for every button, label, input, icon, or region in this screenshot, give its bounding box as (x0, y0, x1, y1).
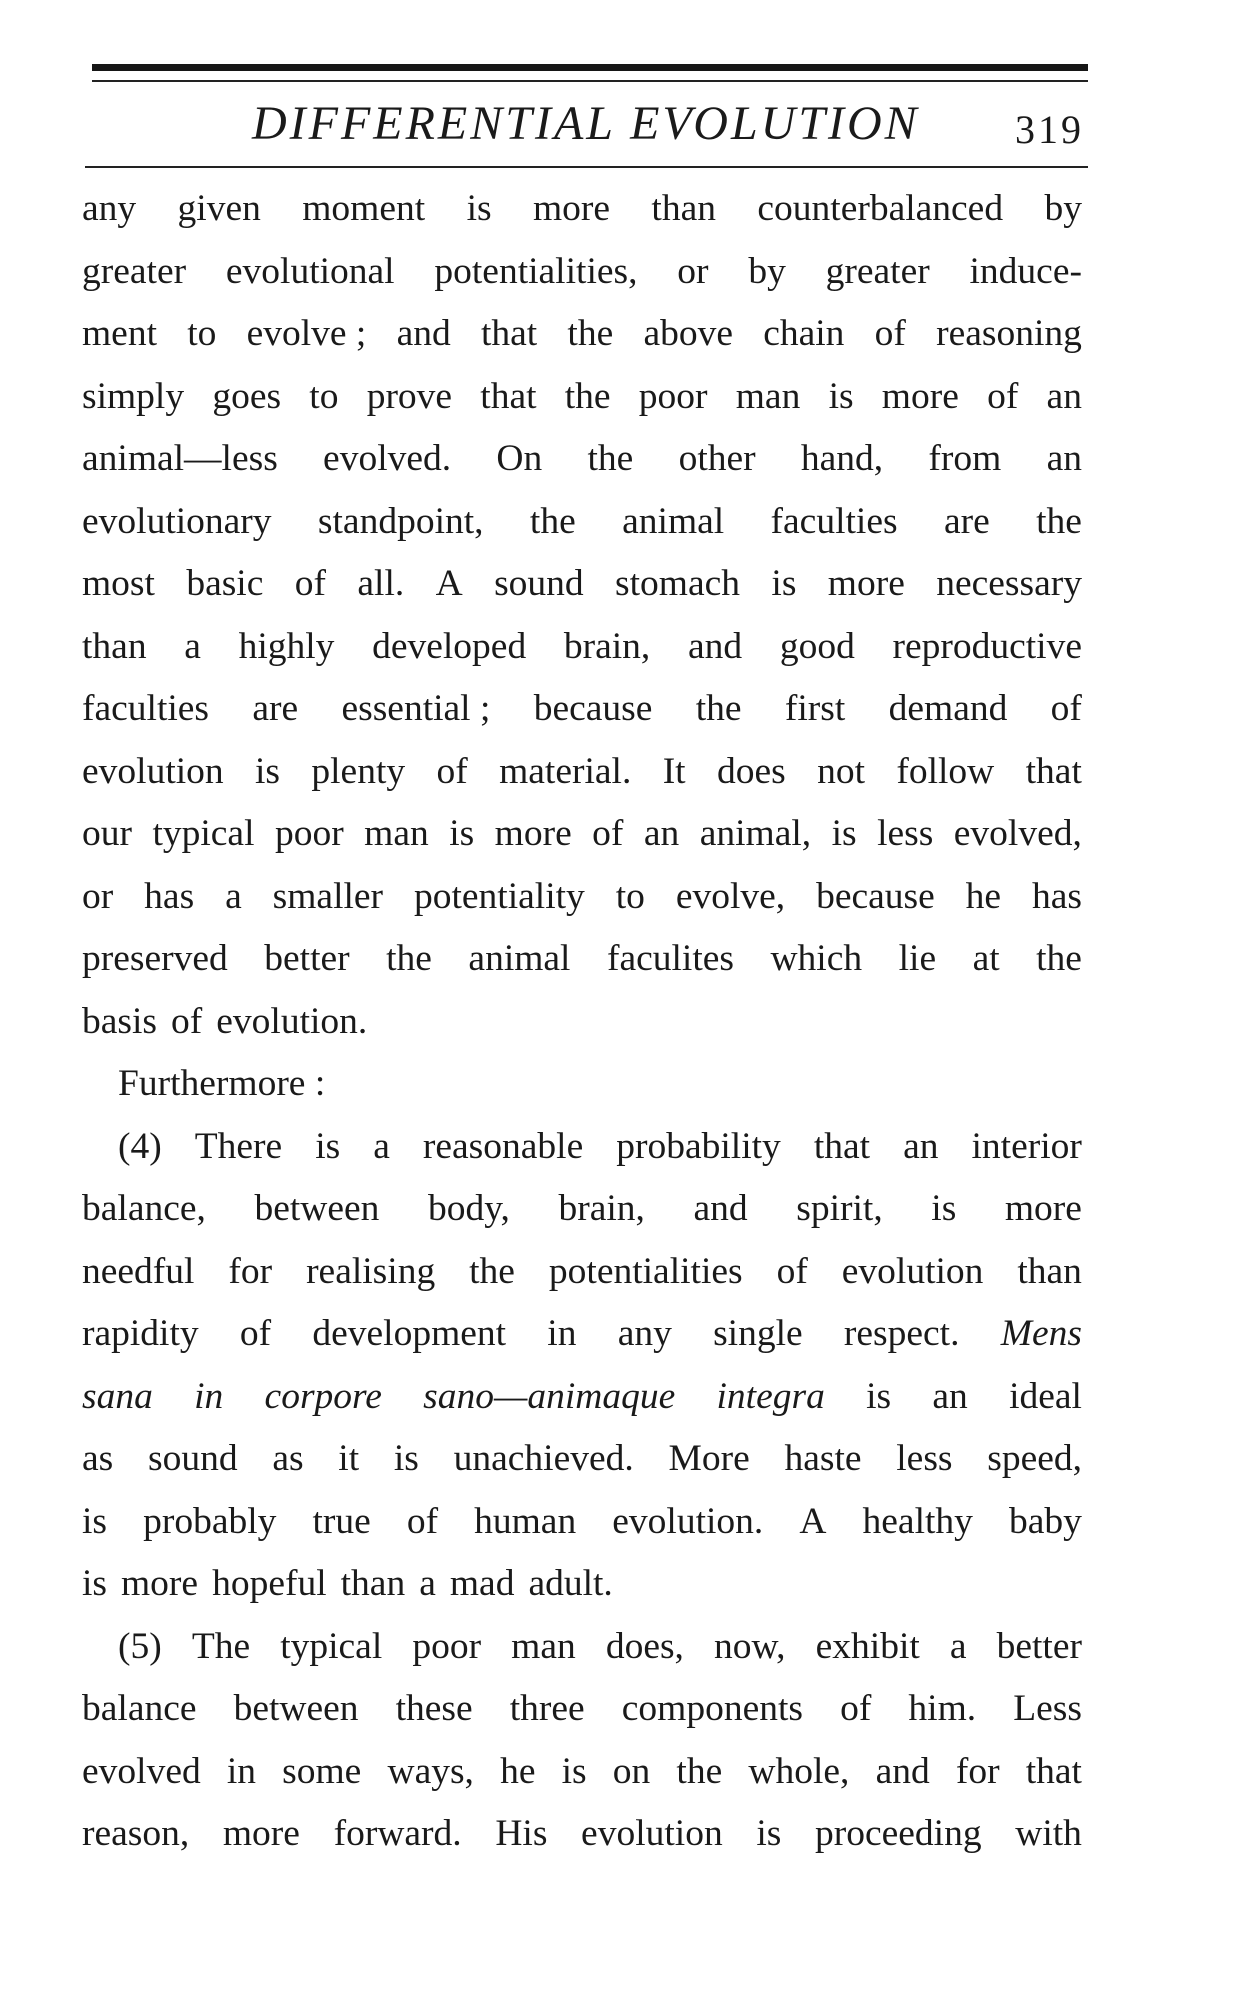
page-number: 319 (1015, 107, 1084, 152)
word: than (82, 625, 147, 667)
word: has (144, 875, 195, 917)
word: evolution. (612, 1500, 764, 1542)
word: better (996, 1625, 1082, 1667)
word: in (226, 1750, 257, 1792)
word: true (312, 1500, 371, 1542)
word: than (1017, 1250, 1082, 1292)
word: at (972, 938, 1000, 979)
word: needful (82, 1250, 195, 1292)
text-line (82, 803, 1082, 866)
paragraph-4 (82, 1116, 1082, 1616)
text-line (82, 1803, 1082, 1866)
word: and (693, 1188, 748, 1229)
word: faculties (770, 500, 898, 542)
word: moment (302, 188, 426, 229)
word: to (615, 875, 645, 917)
running-title: DIFFERENTIAL EVOLUTION (252, 97, 920, 150)
word: preserved (82, 938, 228, 979)
word: proceeding (815, 1813, 982, 1854)
word: animal—less (82, 438, 278, 479)
text-line (82, 928, 1082, 991)
word: and (396, 313, 451, 354)
word: that (1025, 1750, 1082, 1792)
word: between (254, 1188, 380, 1229)
text-line (82, 1553, 1082, 1616)
word: for (228, 1250, 273, 1292)
word: a (949, 1625, 967, 1667)
word: the (564, 375, 611, 417)
word: is (931, 1188, 957, 1229)
word: animal (622, 500, 725, 542)
word: above (643, 313, 733, 354)
word: highly (238, 625, 335, 667)
word: our (82, 813, 132, 854)
word: adult. (528, 1563, 613, 1604)
word: is (466, 188, 492, 229)
word: in (547, 1313, 577, 1354)
text-line (82, 491, 1082, 554)
word: induce- (969, 250, 1082, 292)
word: sano—animaque (423, 1375, 676, 1417)
word: ideal (1009, 1375, 1082, 1417)
word: A (799, 1500, 827, 1542)
text-line (82, 991, 1082, 1054)
word: a (373, 1125, 390, 1167)
word: potentialities (548, 1250, 743, 1292)
header-underline (85, 166, 1088, 168)
word: all. (357, 563, 405, 604)
word: more (494, 813, 572, 854)
word: most (82, 563, 155, 604)
word: smaller (272, 875, 384, 917)
word: three (509, 1688, 585, 1729)
word: counterbalanced (757, 188, 1004, 229)
word: of (776, 1250, 808, 1292)
word: evolution. (216, 1000, 368, 1042)
word: of (294, 563, 326, 604)
word: human (474, 1500, 577, 1542)
word: to (187, 313, 217, 354)
word: animal, (699, 813, 812, 854)
word: by (1044, 188, 1082, 229)
word: poor (274, 813, 344, 854)
word: evolution (581, 1813, 723, 1854)
paragraph-5 (82, 1616, 1082, 1866)
word: essential ; (341, 688, 491, 729)
word: follow (896, 750, 995, 792)
word: with (1015, 1813, 1082, 1854)
word: more (1004, 1188, 1082, 1229)
word: does, (605, 1625, 684, 1667)
paragraph-furthermore (82, 1053, 1082, 1116)
word: or (677, 250, 709, 292)
text-line (82, 1178, 1082, 1241)
word: (4) (118, 1125, 162, 1167)
text-line (82, 1241, 1082, 1304)
word: reasoning (936, 313, 1082, 354)
word: of (1050, 688, 1082, 729)
word: less (877, 813, 934, 854)
word: (5) (118, 1625, 162, 1667)
word: hand, (800, 438, 884, 479)
word: rapidity (82, 1313, 199, 1354)
word: The (191, 1625, 251, 1667)
word: given (177, 188, 261, 229)
word: sana (82, 1375, 153, 1417)
word: potentiality (413, 875, 585, 917)
word: of (987, 375, 1019, 417)
paragraph-continued (82, 178, 1082, 1053)
word: less (896, 1438, 953, 1479)
word: reproductive (892, 625, 1082, 667)
word: man (364, 813, 429, 854)
word: poor (412, 1625, 482, 1667)
word: poor (638, 375, 708, 417)
word: are (943, 500, 990, 542)
word: is (756, 1813, 782, 1854)
word: brain, (563, 625, 651, 667)
word: His (495, 1813, 548, 1854)
text-line (82, 1366, 1082, 1429)
word: is (828, 375, 854, 417)
word: lie (898, 938, 937, 979)
word: typical (152, 813, 255, 854)
word: a (225, 875, 242, 917)
word: Less (1013, 1688, 1082, 1729)
word: it (338, 1438, 360, 1479)
word: good (779, 625, 855, 667)
word: man (735, 375, 801, 417)
word: man (511, 1625, 576, 1667)
word: now, (714, 1625, 786, 1667)
word: the (587, 438, 634, 479)
word: is (561, 1750, 587, 1792)
text-line (82, 241, 1082, 304)
word: of (406, 1500, 439, 1542)
word: probability (616, 1125, 781, 1167)
word: because (533, 688, 653, 729)
word: between (233, 1688, 359, 1729)
word: is (315, 1125, 341, 1167)
word: he (965, 875, 1002, 917)
word: him. (908, 1688, 977, 1729)
word: evolutionary (82, 500, 272, 542)
word: basis (82, 1000, 157, 1042)
word: from (928, 438, 1002, 479)
word: an (643, 813, 680, 854)
word: evolution (82, 750, 224, 792)
word: the (676, 1750, 723, 1792)
word: development (312, 1313, 507, 1354)
word: necessary (936, 563, 1082, 604)
word: plenty (311, 750, 406, 792)
text-line (82, 1741, 1082, 1804)
word: evolved (82, 1750, 201, 1792)
word: Mens (1000, 1313, 1082, 1354)
text-line (82, 1491, 1082, 1554)
word: reasonable (422, 1125, 584, 1167)
word: the (529, 500, 576, 542)
word: more (121, 1563, 199, 1604)
word: not (817, 750, 865, 792)
word: of (840, 1688, 872, 1729)
word: interior (971, 1125, 1082, 1167)
word: by (748, 250, 786, 292)
text-line (82, 303, 1082, 366)
word: does (716, 750, 786, 792)
word: is (866, 1375, 892, 1417)
word: is (82, 1563, 108, 1604)
running-header (92, 92, 1088, 162)
word: greater (82, 250, 187, 292)
word: more (532, 188, 611, 229)
word: is (771, 563, 797, 604)
word: evolutional (225, 250, 395, 292)
word: a (419, 1563, 436, 1604)
word: some (282, 1750, 362, 1792)
word: on (612, 1750, 651, 1792)
word: prove (366, 375, 453, 417)
text-line (82, 1116, 1082, 1179)
word: the (1036, 500, 1082, 542)
word: the (469, 1250, 515, 1292)
word: because (816, 875, 935, 917)
word: than (651, 188, 716, 229)
word: whole, (748, 1750, 850, 1792)
word: There (194, 1125, 283, 1167)
word: for (955, 1750, 1000, 1792)
word: are (252, 688, 299, 729)
word: animal (468, 938, 571, 979)
word: other (678, 438, 756, 479)
word: has (1032, 875, 1082, 917)
word: healthy (862, 1500, 973, 1542)
word: of (436, 750, 468, 792)
word: realising (306, 1250, 436, 1292)
word: evolved. (323, 438, 452, 479)
word: that (813, 1125, 871, 1167)
word: or (82, 875, 114, 917)
word: developed (372, 625, 527, 667)
word: is (393, 1438, 419, 1479)
text-line (82, 1678, 1082, 1741)
word: respect. (843, 1313, 960, 1354)
word: simply (82, 375, 185, 417)
body-text (82, 178, 1082, 1866)
word: brain, (558, 1188, 645, 1229)
word: balance, (82, 1188, 206, 1229)
word: components (621, 1688, 803, 1729)
text-line (82, 553, 1082, 616)
word: balance (82, 1688, 197, 1729)
word: material. (499, 750, 632, 792)
text-line (82, 616, 1082, 679)
word: which (770, 938, 863, 979)
text-line (82, 1303, 1082, 1366)
word: the (1036, 938, 1082, 979)
word: potentialities, (434, 250, 638, 292)
text-line (82, 1616, 1082, 1679)
word: he (500, 1750, 536, 1792)
word: reason, (82, 1813, 190, 1854)
word: probably (143, 1500, 277, 1542)
word: forward. (333, 1813, 462, 1854)
word: is (82, 1500, 108, 1542)
word: evolution (841, 1250, 984, 1292)
word: more (881, 375, 959, 417)
word: an (932, 1375, 968, 1417)
word: is (449, 813, 475, 854)
word: typical (280, 1625, 383, 1667)
word: corpore (264, 1375, 382, 1417)
word: goes (212, 375, 282, 417)
word: a (184, 625, 201, 667)
word: exhibit (815, 1625, 920, 1667)
text-line (82, 678, 1082, 741)
word: faculties (82, 688, 210, 729)
text-line (82, 741, 1082, 804)
word: an (903, 1125, 939, 1167)
word: and (687, 625, 743, 667)
word: the (567, 313, 614, 354)
word: evolved, (953, 813, 1082, 854)
word: haste (784, 1438, 862, 1479)
word: the (695, 688, 742, 729)
word: body, (427, 1188, 510, 1229)
word: standpoint, (317, 500, 484, 542)
word: unachieved. (453, 1438, 634, 1479)
word: evolve, (675, 875, 786, 917)
word: single (713, 1313, 803, 1354)
word: stomach (615, 563, 741, 604)
word: of (592, 813, 624, 854)
word: integra (716, 1375, 825, 1417)
word: ment (82, 313, 157, 354)
text-line (82, 428, 1082, 491)
word: demand (888, 688, 1008, 729)
word: than (340, 1563, 406, 1604)
word: any (617, 1313, 672, 1354)
word: It (662, 750, 686, 792)
word: and (875, 1750, 930, 1792)
text-line (82, 866, 1082, 929)
header-rule-thin (92, 80, 1088, 82)
word: Furthermore : (118, 1063, 326, 1104)
word: mad (449, 1563, 515, 1604)
text-line (82, 1428, 1082, 1491)
word: that (1025, 750, 1082, 792)
word: speed, (987, 1438, 1082, 1479)
word: as (272, 1438, 304, 1479)
word: basic (186, 563, 264, 604)
word: spirit, (796, 1188, 883, 1229)
word: A (435, 563, 463, 604)
word: of (171, 1000, 203, 1042)
word: of (239, 1313, 272, 1354)
word: more (222, 1813, 300, 1854)
word: the (386, 938, 432, 979)
word: is (831, 813, 857, 854)
word: hopeful (212, 1563, 327, 1604)
word: of (874, 313, 906, 354)
word: is (255, 750, 281, 792)
word: first (784, 688, 846, 729)
word: sound (494, 563, 584, 604)
word: sound (147, 1438, 238, 1479)
word: baby (1008, 1500, 1082, 1542)
word: evolve ; (246, 313, 367, 354)
word: in (194, 1375, 224, 1417)
word: More (668, 1438, 750, 1479)
word: an (1046, 438, 1082, 479)
word: more (827, 563, 905, 604)
header-rule-thick (92, 64, 1088, 71)
word: to (309, 375, 339, 417)
word: greater (825, 250, 930, 292)
word: better (264, 938, 350, 979)
word: faculites (606, 938, 734, 979)
word: an (1046, 375, 1082, 417)
word: as (82, 1438, 114, 1479)
word: chain (763, 313, 845, 354)
word: these (395, 1688, 473, 1729)
word: any (82, 188, 137, 229)
text-line (82, 366, 1082, 429)
word: that (480, 313, 538, 354)
text-line (82, 178, 1082, 241)
word: ways, (387, 1750, 474, 1792)
word: On (496, 438, 543, 479)
word: that (480, 375, 537, 417)
